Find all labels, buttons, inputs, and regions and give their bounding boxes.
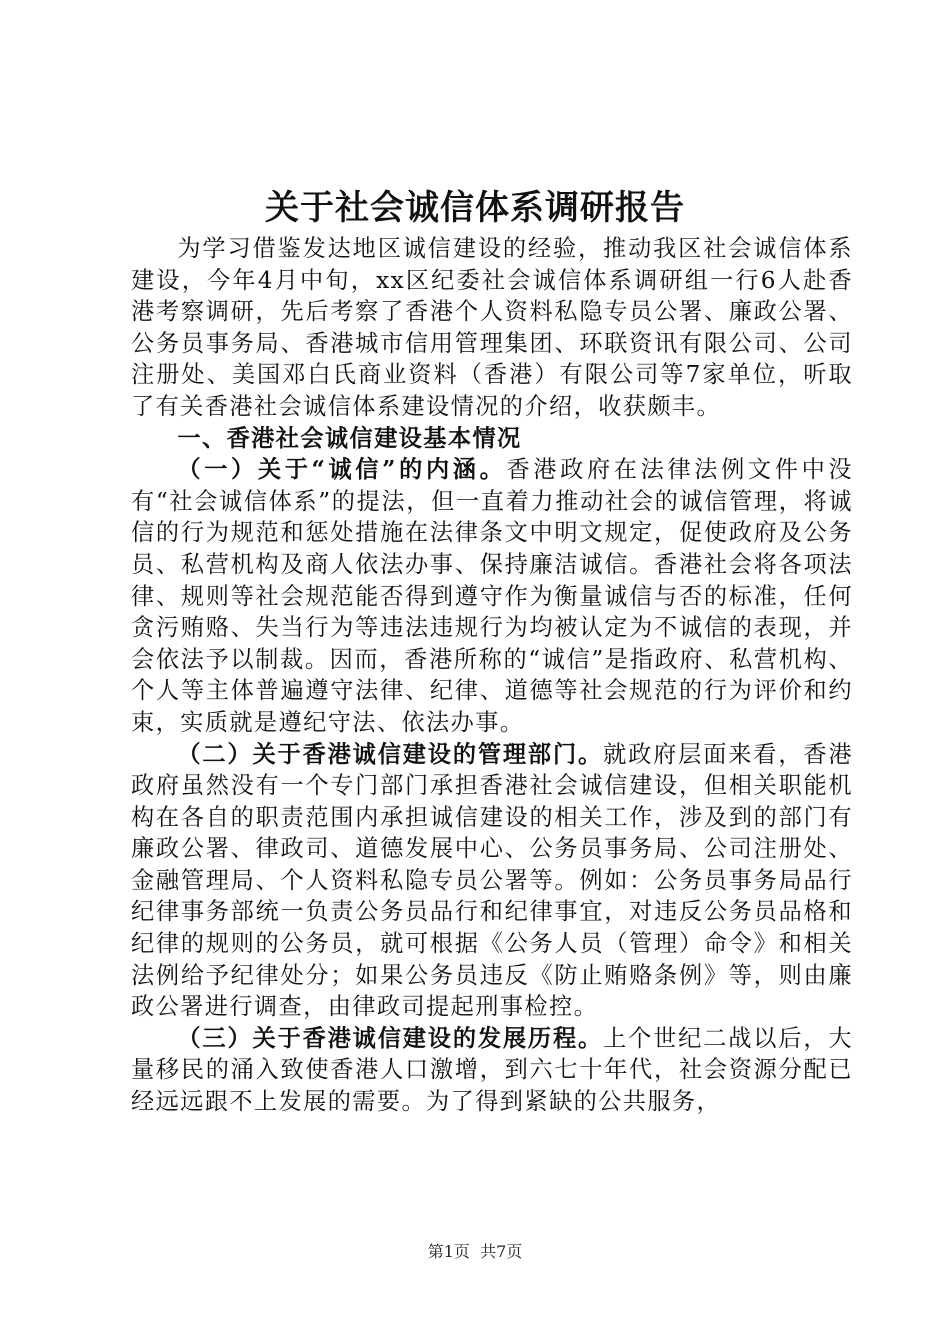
subsection-lead-3: （三）关于香港诚信建设的发展历程。 — [177, 1024, 604, 1052]
subsection-lead-1: （一）关于“诚信”的内涵。 — [177, 456, 507, 484]
section-heading-1: 一、香港社会诚信建设基本情况 — [177, 424, 522, 452]
document-body — [131, 233, 853, 1118]
subsection-paragraph-2 — [131, 739, 853, 1023]
subsection-paragraph-1 — [131, 454, 853, 738]
subsection-paragraph-3 — [131, 1023, 853, 1118]
page-footer — [0, 1241, 950, 1263]
page-number-total: 共7页 — [480, 1242, 523, 1261]
subsection-body-1: 香港政府在法律法例文件中没有“社会诚信体系”的提法，但一直着力推动社会的诚信管理，将诚信的行为规范和惩处措施在法律条文中明文规定，促使政府及公务员、私营机构及商人依法办事、保持廉洁诚信。香港社会将各项法律、规则等社会规范能否得到遵守作为衡量诚信与否的标准，任何贪污贿赂、失当行为等违法违规行为均被认定为不诚信的表现，并会依法予以制裁。因而，香港所称的“诚信”是指政府、私营机构、个人等主体普遍遵守法律、纪律、道德等社会规范的行为评价和约束，实质就是遵纪守法、依法办事。 — [131, 456, 853, 736]
subsection-body-3: 上个世纪二战以后，大量移民的涌入致使香港人口激增，到六七十年代，社会资源分配已经远远跟不上发展的需要。为了得到紧缺的公共服务， — [131, 1024, 853, 1116]
intro-paragraph: 为学习借鉴发达地区诚信建设的经验，推动我区社会诚信体系建设，今年4月中旬，xx区纪委社会诚信体系调研组一行6人赴香港考察调研，先后考察了香港个人资料私隐专员公署、廉政公署、公务员事务局、香港城市信用管理集团、环联资讯有限公司、公司注册处、美国邓白氏商业资料（香港）有限公司等7家单位，听取了有关香港社会诚信体系建设情况的介绍，收获颇丰。 — [131, 235, 853, 420]
page-number-current: 第1页 — [427, 1242, 470, 1261]
subsection-lead-2: （二）关于香港诚信建设的管理部门。 — [177, 740, 604, 768]
subsection-body-2: 就政府层面来看，香港政府虽然没有一个专门部门承担香港社会诚信建设，但相关职能机构在各自的职责范围内承担诚信建设的相关工作，涉及到的部门有廉政公署、律政司、道德发展中心、公务员事务局、公司注册处、金融管理局、个人资料私隐专员公署等。例如：公务员事务局品行纪律事务部统一负责公务员品行和纪律事宜，对违反公务员品格和纪律的规则的公务员，就可根据《公务人员（管理）命令》和相关法例给予纪律处分；如果公务员违反《防止贿赂条例》等，则由廉政公署进行调查，由律政司提起刑事检控。 — [131, 740, 853, 1021]
document-title: 关于社会诚信体系调研报告 — [265, 188, 685, 228]
